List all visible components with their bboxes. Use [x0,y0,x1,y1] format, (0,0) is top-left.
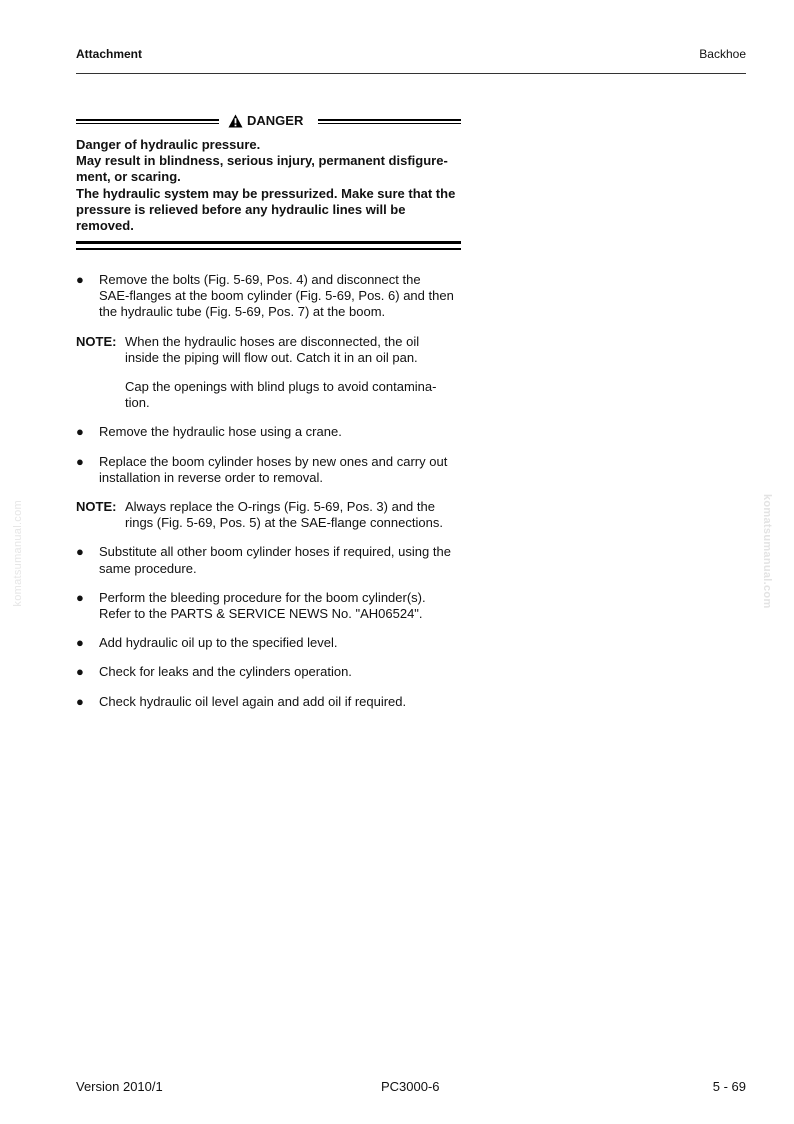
note-text-line: Cap the openings with blind plugs to avoid contamina- [125,379,437,395]
note-text-line: rings (Fig. 5-69, Pos. 5) at the SAE-flange connections. [125,515,443,531]
bullet-item [76,424,466,440]
danger-line: ment, or scaring. [76,169,181,185]
danger-line: Danger of hydraulic pressure. [76,137,261,152]
danger-bottom-rule [76,241,461,250]
bullet-text-line: Perform the bleeding procedure for the boom cylinder(s). [99,589,426,605]
bullet-text-line: Refer to the PARTS & SERVICE NEWS No. "AH06524". [99,606,423,622]
bullet-item [76,590,466,622]
danger-line: removed. [76,218,134,234]
note-text-line: When the hydraulic hoses are disconnected, the oil [125,333,420,349]
note-text-line: inside the piping will flow out. Catch it in an oil pan. [125,349,418,365]
danger-bar-right [318,119,461,124]
danger-label: DANGER [247,113,304,128]
note-label: NOTE: [76,333,117,349]
bullet-icon: ● [76,544,84,560]
danger-title [228,113,303,128]
bullet-text-line: Check hydraulic oil level again and add oil if required. [99,693,407,709]
bullet-text-line: SAE-flanges at the boom cylinder (Fig. 5-69, Pos. 6) and then [99,288,454,304]
chapter-title: Backhoe [699,47,746,61]
bullet-text-line: the hydraulic tube (Fig. 5-69, Pos. 7) at the boom. [99,304,386,320]
bullet-text-line: Remove the bolts (Fig. 5-69, Pos. 4) and disconnect the [99,272,421,287]
note-text-line: Always replace the O-rings (Fig. 5-69, Pos. 3) and the [125,499,435,515]
warning-triangle-icon [228,114,243,128]
bullet-item [76,454,466,486]
bullet-text-line: Add hydraulic oil up to the specified level. [99,635,338,651]
note-label: NOTE: [76,499,117,515]
danger-line: May result in blindness, serious injury, permanent disfigure- [76,153,448,169]
danger-line: The hydraulic system may be pressurized. Make sure that the [76,185,456,201]
danger-heading [76,112,461,130]
bullet-icon: ● [76,272,84,287]
bullet-text-line: installation in reverse order to removal. [99,469,323,485]
bullet-text-line: Check for leaks and the cylinders operation. [99,664,352,680]
bullet-text-line: Remove the hydraulic hose using a crane. [99,424,342,440]
bullet-item [76,544,466,576]
danger-text [76,137,464,234]
bullet-icon: ● [76,693,84,709]
note-text-line: tion. [125,395,150,411]
bullet-icon: ● [76,424,84,440]
bullet-item [76,635,466,651]
note-subparagraph [125,379,466,411]
bullet-item [76,664,466,680]
note-item [76,334,466,412]
watermark-left: komatsumanual.com [12,500,24,607]
bullet-text-line: same procedure. [99,560,197,576]
bullet-icon: ● [76,635,84,651]
bullet-item [76,272,466,321]
model-label: PC3000-6 [381,1079,440,1094]
header-rule [76,73,746,74]
danger-bar-left [76,119,219,124]
watermark-right: komatsumanual.com [761,494,773,609]
version-label: Version 2010/1 [76,1079,163,1094]
bullet-text-line: Replace the boom cylinder hoses by new ones and carry out [99,453,448,469]
bullet-item [76,694,466,710]
bullet-icon: ● [76,453,84,469]
section-title: Attachment [76,47,143,61]
note-item [76,499,466,531]
bullet-icon: ● [76,589,84,605]
bullet-icon: ● [76,664,84,680]
page-number: 5 - 69 [712,1079,746,1094]
procedure-steps [76,272,466,710]
bullet-text-line: Substitute all other boom cylinder hoses if required, using the [99,544,451,560]
danger-line: pressure is relieved before any hydraulic lines will be [76,201,406,217]
